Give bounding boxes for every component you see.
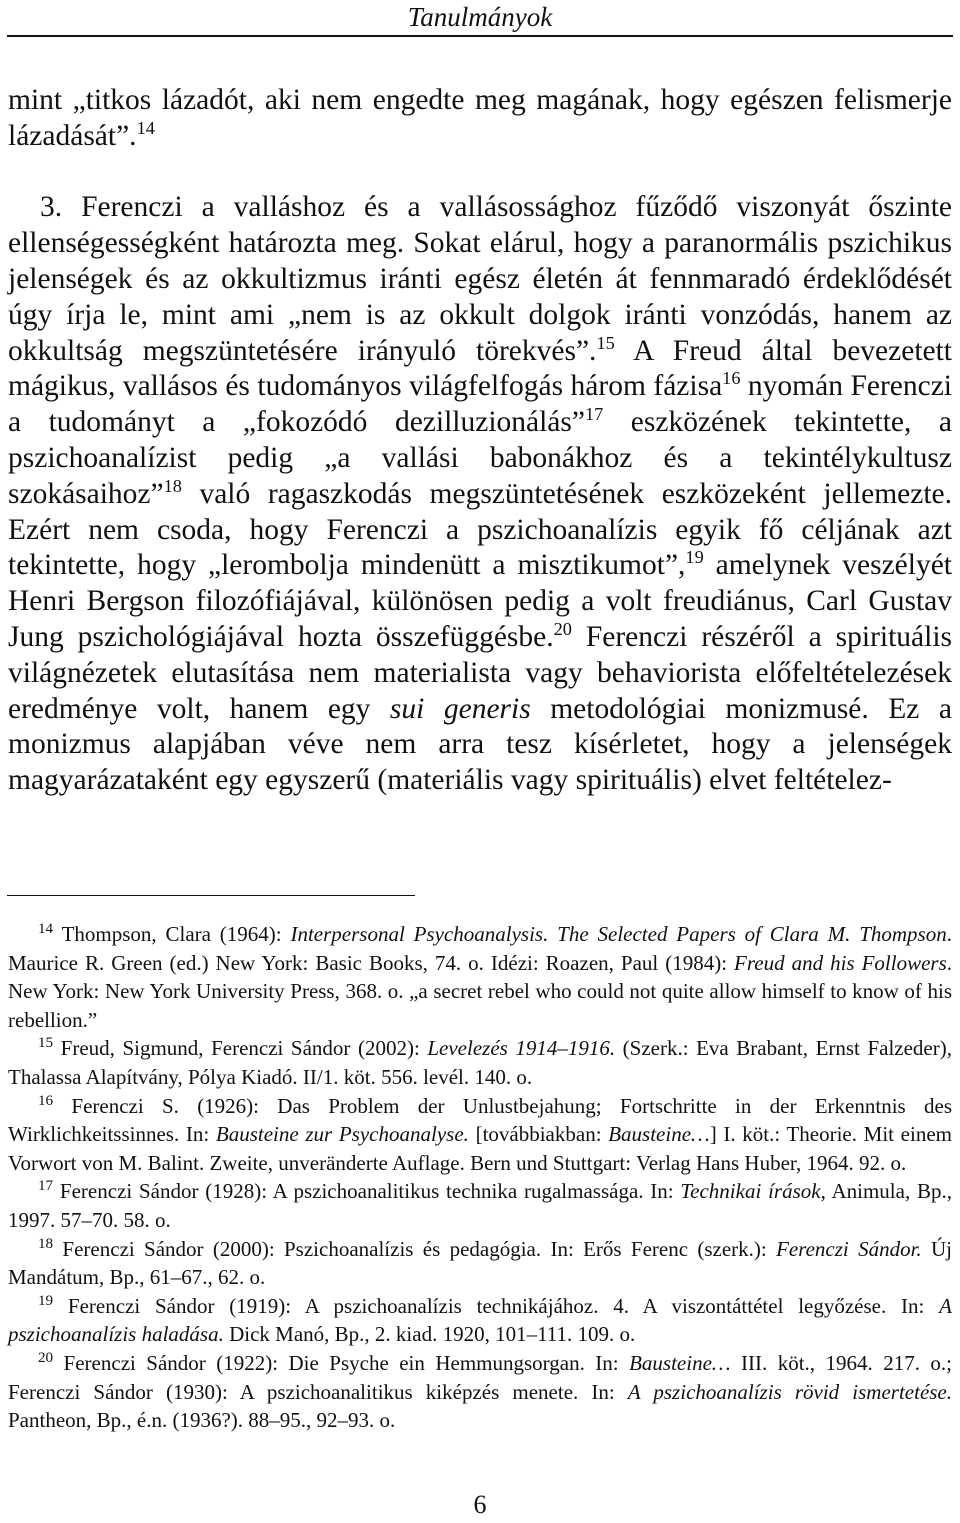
footnote-ref-19[interactable]: 19 (685, 547, 704, 568)
footnote-ref-16[interactable]: 16 (722, 368, 741, 389)
paragraph-text: metodológiai monizmusé. Ez a monizmus alapjában véve nem arra tesz kísérletet, hogy a jelenségek magyarázataként egy egyszerű (materiális vagy spirituális) elvet feltételez- (8, 692, 952, 797)
footnote-text: ] I. köt.: Theorie. Mit einem Vorwort von M. Balint. Zweite, unveränderte Auflage. Bern und Stuttgart: Verlag Hans Huber, 1964. 92. o. (8, 1122, 952, 1175)
footnote-text: (Szerk.: Eva Brabant, Ernst Falzeder), Thalassa Alapítvány, Pólya Kiadó. II/1. köt. 556. levél. 140. o. (8, 1036, 952, 1089)
footnote-title: A pszichoanalízis haladása. (8, 1293, 952, 1347)
page-number: 6 (473, 1490, 487, 1519)
paragraph-text: való ragaszkodás megszüntetésének eszközeként jellemezte. Ezért nem csoda, hogy Ferenczi a pszichoanalízis egyik fő céljának azt tekintette, hogy „lerombolja mindenütt a misztikumot”, (8, 477, 952, 582)
footnote-text: Ferenczi Sándor (2000): Pszichoanalízis és pedagógia. In: Erős Ferenc (szerk.): (53, 1236, 777, 1261)
footnote-title: Bausteine… (629, 1350, 731, 1375)
footnote-text: . New York: New York University Press, 368. o. „a secret rebel who could not quite allow himself to know of his rebellion.” (8, 950, 953, 1032)
footnote-text: Thompson, Clara (1964): (53, 922, 291, 946)
footnote-15 (8, 1034, 952, 1091)
paragraph-3 (8, 190, 952, 799)
footnote-20 (8, 1349, 952, 1435)
footnote-text: Ferenczi Sándor (1919): A pszichoanalízis technikájához. 4. A viszontáttétel legyőzése. In: (53, 1293, 940, 1318)
footnote-title: Bausteine… (608, 1122, 710, 1147)
footnote-number: 20 (38, 1349, 54, 1366)
footnote-16 (8, 1092, 952, 1178)
paragraph-text: A Freud által bevezetett mágikus, vallásos és tudományos világfelfogás három fázisa (8, 334, 953, 403)
footnote-text: Ferenczi Sándor (1922): Die Psyche ein Hemmungsorgan. In: (53, 1350, 630, 1375)
footnote-text: Ferenczi Sándor (1928): A pszichoanalitikus technika rugalmassága. In: (53, 1179, 681, 1204)
footnote-title: Interpersonal Psychoanalysis. The Selected Papers of Clara M. Thompson (290, 922, 947, 946)
footnote-ref-20[interactable]: 20 (553, 619, 572, 640)
footnote-number: 17 (38, 1178, 54, 1195)
running-header: Tanulmányok (407, 2, 553, 32)
footnote-17 (8, 1177, 952, 1234)
footnote-title: Bausteine zur Psychoanalyse. (215, 1122, 469, 1147)
paragraph-text: Ferenczi részéről a spirituális világnézetek elutasítása nem materialista vagy behaviorista előfeltételezések eredménye volt, hanem egy (8, 620, 953, 725)
footnote-ref-15[interactable]: 15 (596, 332, 615, 353)
footnote-text: [továbbiakban: (468, 1122, 609, 1147)
footnote-number: 19 (38, 1292, 54, 1309)
footnote-14 (8, 920, 952, 1034)
paragraph-text: mint „titkos lázadót, aki nem engedte meg magának, hogy egészen felismerje lázadását”. (8, 84, 952, 152)
paragraph-text: eszközének tekintette, a pszichoanalízist pedig „a vallási babonákhoz és a tekintélykultusz szokásaihoz” (8, 406, 952, 510)
italic-term: sui generis (389, 692, 531, 725)
footnote-ref-14[interactable]: 14 (136, 117, 155, 138)
footnote-title: Levelezés 1914–1916. (427, 1036, 616, 1061)
footnote-number: 14 (38, 921, 54, 937)
footnote-text: Ferenczi S. (1926): Das Problem der Unlustbejahung; Fortschritte in der Erkenntnis des Wirklichkeitssinnes. In: (8, 1093, 952, 1147)
footnote-number: 16 (38, 1092, 54, 1109)
paragraph-text: 3. Ferenczi a valláshoz és a vallásossághoz fűződő viszonyát őszinte ellenségességként határozta meg. Sokat elárul, hogy a paranormális pszichikus jelenségek és az okkultizmus iránti egész életén át fennmaradó érdeklődését úgy írja le, mint ami „nem is az okkult dolgok iránti vonzódás, hanem az okkultság megszüntetésére irányuló törekvés”. (8, 191, 952, 367)
footnote-18 (8, 1235, 952, 1292)
footnote-text: Dick Manó, Bp., 2. kiad. 1920, 101–111. 109. o. (223, 1322, 636, 1347)
paragraph-continuation (8, 83, 952, 155)
footnote-title: Technikai írások (680, 1179, 821, 1204)
footnote-rule (7, 895, 415, 896)
footnote-title: Ferenczi Sándor. (776, 1236, 922, 1261)
footnote-number: 15 (38, 1035, 54, 1052)
body-text (8, 83, 952, 799)
footnote-ref-17[interactable]: 17 (584, 404, 604, 425)
footnote-19 (8, 1292, 952, 1349)
header-rule (7, 35, 953, 37)
footnote-number: 18 (38, 1235, 54, 1252)
paragraph-text: amelynek veszélyét Henri Bergson filozófiájával, különösen pedig a volt freudiánus, Carl Gustav Jung pszichológiájával hozta összefüggésbe. (8, 549, 953, 653)
footnote-text: Új Mandátum, Bp., 61–67., 62. o. (8, 1236, 952, 1290)
footnote-text: Freud, Sigmund, Ferenczi Sándor (2002): (53, 1036, 428, 1061)
footnote-text: . Maurice R. Green (ed.) New York: Basic Books, 74. o. Idézi: Roazen, Paul (1984): (8, 922, 952, 975)
footnote-title: A pszichoanalízis rövid ismertetése. (627, 1379, 953, 1404)
paragraph-text: nyomán Ferenczi a tudományt a „fokozódó dezilluzionálás” (8, 370, 952, 439)
footnote-title: Freud and his Followers (734, 950, 947, 975)
footnotes (8, 920, 952, 1435)
footnote-text: III. köt., 1964. 217. o.; Ferenczi Sándor (1930): A pszichoanalitikus kiképzés menete. In: (8, 1350, 952, 1404)
footnote-text: Pantheon, Bp., é.n. (1936?). 88–95., 92–93. o. (8, 1408, 396, 1433)
footnote-text: , Animula, Bp., 1997. 57–70. 58. o. (8, 1179, 952, 1232)
footnote-ref-18[interactable]: 18 (163, 475, 182, 496)
